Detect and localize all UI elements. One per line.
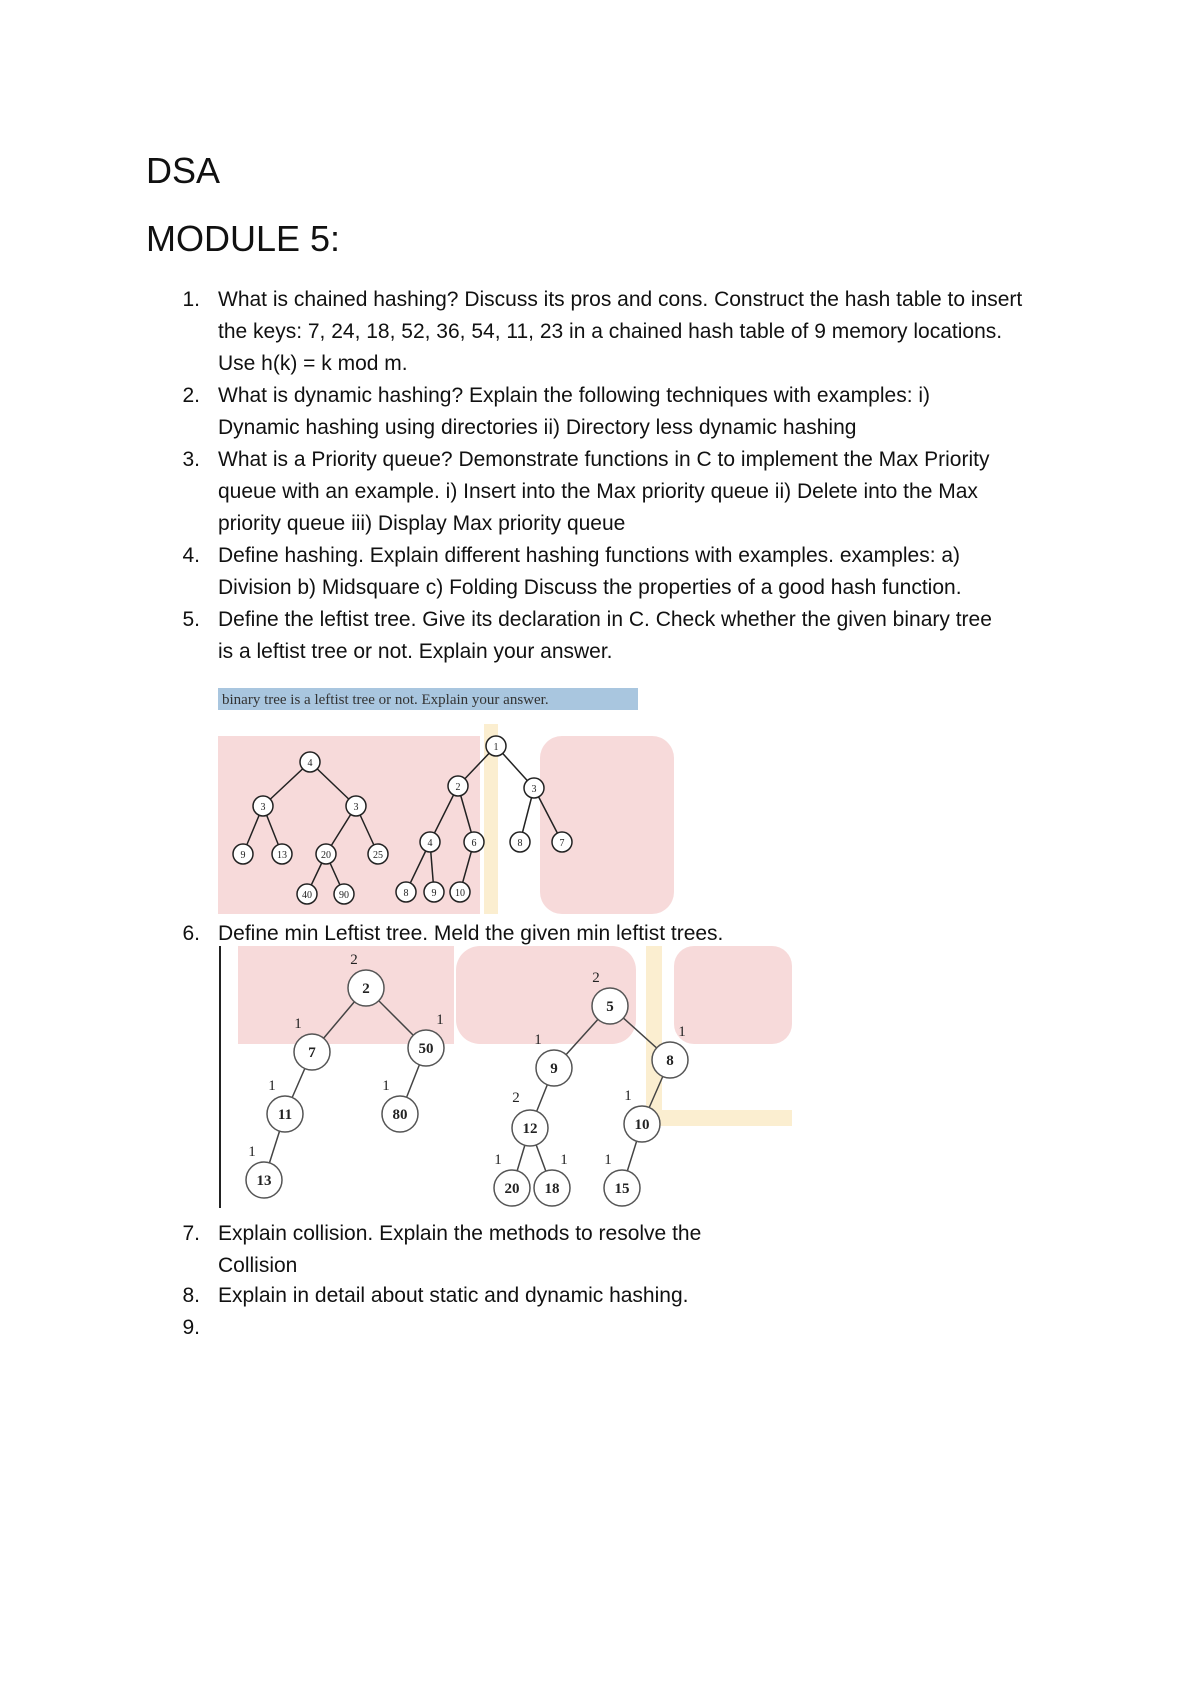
question-line: Explain in detail about static and dynamic hashing. (218, 1284, 689, 1307)
shortest-path-label: 1 (248, 1144, 256, 1160)
node-label: 3 (260, 802, 266, 813)
watermark-bar (646, 946, 662, 1126)
shortest-path-label: 1 (560, 1152, 568, 1168)
node-label: 3 (353, 802, 359, 813)
node-label: 9 (240, 850, 246, 861)
question-number: 1. (182, 288, 200, 311)
question-number: 6. (182, 922, 200, 945)
module-title: MODULE 5: (146, 218, 341, 259)
node-label: 18 (544, 1181, 560, 1197)
question-line: Use h(k) = k mod m. (218, 352, 408, 375)
node-label: 4 (427, 838, 433, 849)
node-label: 15 (614, 1181, 630, 1197)
node-label: 1 (493, 742, 499, 753)
question-line: Explain collision. Explain the methods to resolve the (218, 1222, 702, 1245)
question-3 (176, 444, 1076, 540)
question-number: 4. (182, 544, 200, 567)
question-line: priority queue iii) Display Max priority queue (218, 512, 626, 535)
watermark-block (674, 946, 792, 1044)
watermark-bar (662, 1110, 792, 1126)
question-line: the keys: 7, 24, 18, 52, 36, 54, 11, 23 in a chained hash table of 9 memory locations. (218, 320, 1003, 343)
node-label: 20 (504, 1181, 520, 1197)
shortest-path-label: 2 (512, 1090, 520, 1106)
watermark-block (238, 946, 454, 1044)
node-label: 80 (392, 1107, 408, 1123)
question-5 (176, 604, 1076, 668)
question-number: 9. (182, 1316, 200, 1339)
shortest-path-label: 1 (624, 1088, 632, 1104)
node-label: 5 (606, 999, 614, 1015)
shortest-path-label: 1 (436, 1012, 444, 1028)
node-label: 25 (373, 850, 383, 861)
node-label: 4 (307, 758, 313, 769)
shortest-path-label: 1 (534, 1032, 542, 1048)
node-label: 7 (559, 838, 565, 849)
question-number: 3. (182, 448, 200, 471)
node-label: 3 (531, 784, 537, 795)
shortest-path-label: 1 (268, 1078, 276, 1094)
node-label: 12 (522, 1121, 538, 1137)
shortest-path-label: 1 (494, 1152, 502, 1168)
question-number: 7. (182, 1222, 200, 1245)
node-label: 13 (277, 850, 287, 861)
node-label: 10 (455, 888, 465, 899)
node-label: 8 (403, 888, 409, 899)
node-label: 90 (339, 890, 349, 901)
figure-leftist-trees (218, 688, 678, 914)
question-1 (176, 284, 1076, 380)
question-4 (176, 540, 1076, 604)
node-label: 20 (321, 850, 331, 861)
question-line: Division b) Midsquare c) Folding Discuss the properties of a good hash function. (218, 576, 962, 599)
node-label: 10 (634, 1117, 650, 1133)
question-9 (176, 1312, 1076, 1344)
shortest-path-label: 1 (678, 1024, 686, 1040)
page-title: DSA (146, 150, 221, 191)
caption-strip-text: binary tree is a leftist tree or not. Explain your answer. (222, 692, 549, 708)
node-label: 40 (302, 890, 312, 901)
question-line: What is a Priority queue? Demonstrate functions in C to implement the Max Priority (218, 448, 990, 471)
shortest-path-label: 1 (382, 1078, 390, 1094)
question-line: What is chained hashing? Discuss its pros and cons. Construct the hash table to insert (218, 288, 1023, 311)
shortest-path-label: 2 (592, 970, 600, 986)
node-label: 11 (277, 1107, 293, 1123)
question-8 (176, 1280, 1076, 1312)
node-label: 7 (308, 1045, 316, 1061)
question-line: Define hashing. Explain different hashing functions with examples. examples: a) (218, 544, 961, 567)
question-number: 8. (182, 1284, 200, 1307)
shortest-path-label: 1 (604, 1152, 612, 1168)
question-number: 2. (182, 384, 200, 407)
question-line: What is dynamic hashing? Explain the following techniques with examples: i) (218, 384, 931, 407)
node-label: 13 (256, 1173, 272, 1189)
node-label: 2 (455, 782, 461, 793)
node-label: 9 (431, 888, 437, 899)
question-7 (176, 1218, 1076, 1282)
question-line: Define min Leftist tree. Meld the given min leftist trees. (218, 922, 724, 945)
question-2 (176, 380, 1076, 444)
watermark-block (540, 736, 674, 914)
figure-min-leftist-trees (218, 946, 792, 1208)
question-line: queue with an example. i) Insert into the Max priority queue ii) Delete into the Max (218, 480, 978, 503)
question-line: Collision (218, 1254, 298, 1277)
question-number: 5. (182, 608, 200, 631)
node-label: 2 (362, 981, 370, 997)
node-label: 9 (550, 1061, 558, 1077)
question-line: Define the leftist tree. Give its declaration in C. Check whether the given binary tree (218, 608, 992, 631)
node-label: 50 (418, 1041, 434, 1057)
question-line: Dynamic hashing using directories ii) Directory less dynamic hashing (218, 416, 857, 439)
node-label: 6 (471, 838, 477, 849)
node-label: 8 (666, 1053, 674, 1069)
question-line: is a leftist tree or not. Explain your answer. (218, 640, 613, 663)
node-label: 8 (517, 838, 523, 849)
shortest-path-label: 1 (294, 1016, 302, 1032)
shortest-path-label: 2 (350, 952, 358, 968)
